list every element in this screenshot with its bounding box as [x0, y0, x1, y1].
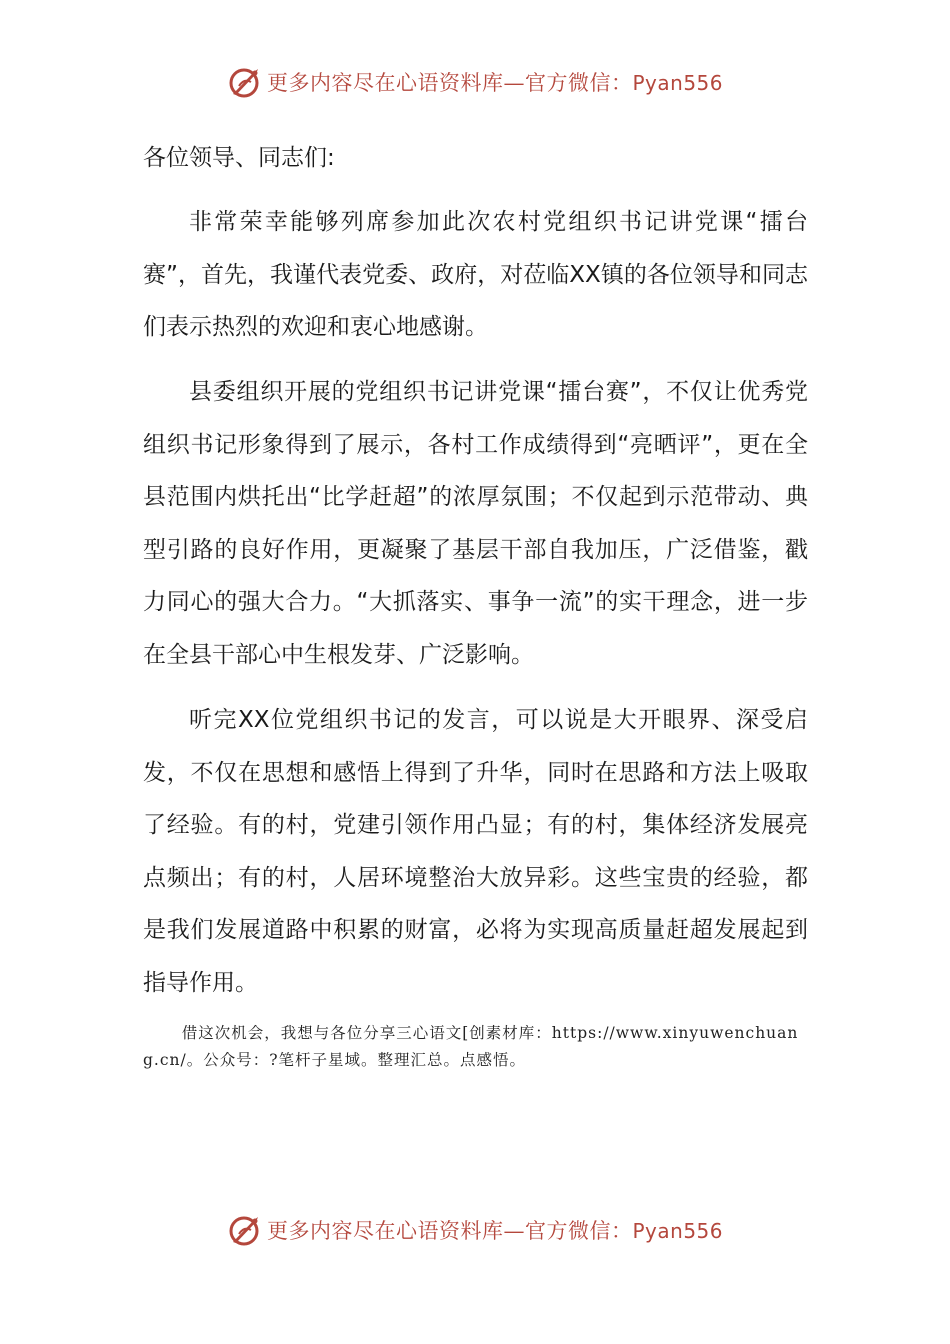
banner-text: 更多内容尽在心语资料库—官方微信：: [266, 71, 633, 95]
brush-logo-icon: [227, 64, 263, 100]
banner-handle: Pyan556: [632, 1219, 723, 1243]
paragraph-1: 非常荣幸能够列席参加此次农村党组织书记讲党课“擂台赛”，首先，我谨代表党委、政府，对莅临XX镇的各位领导和同志们表示热烈的欢迎和衷心地感谢。: [143, 209, 808, 340]
salutation: 各位领导、同志们:: [143, 145, 335, 171]
banner-handle: Pyan556: [632, 71, 723, 95]
paragraph-3: 听完XX位党组织书记的发言，可以说是大开眼界、深受启发，不仅在思想和感悟上得到了升华，同时在思路和方法上吸取了经验。有的村，党建引领作用凸显；有的村，集体经济发展亮点频出；有的村，人居环境整治大放异彩。这些宝贵的经验，都是我们发展道路中积累的财富，必将为实现高质量赶超发展起到指导作用。: [143, 707, 808, 996]
header-banner: [0, 62, 950, 102]
paragraph-2: 县委组织开展的党组织书记讲党课“擂台赛”，不仅让优秀党组织书记形象得到了展示，各村工作成绩得到“亮晒评”，更在全县范围内烘托出“比学赶超”的浓厚氛围；不仅起到示范带动、典型引路的良好作用，更凝聚了基层干部自我加压，广泛借鉴，戳力同心的强大合力。“大抓落实、事争一流”的实干理念，进一步在全县干部心中生根发芽、广泛影响。: [143, 379, 808, 668]
brush-logo-icon: [227, 1212, 263, 1248]
closing-note: 借这次机会，我想与各位分享三心语文[创素材库：https://www.xinyuwenchuang.cn/。公众号：?笔杆子星域。整理汇总。点感悟。: [143, 1024, 799, 1069]
footer-banner: [0, 1210, 950, 1250]
banner-text: 更多内容尽在心语资料库—官方微信：: [266, 1219, 633, 1243]
